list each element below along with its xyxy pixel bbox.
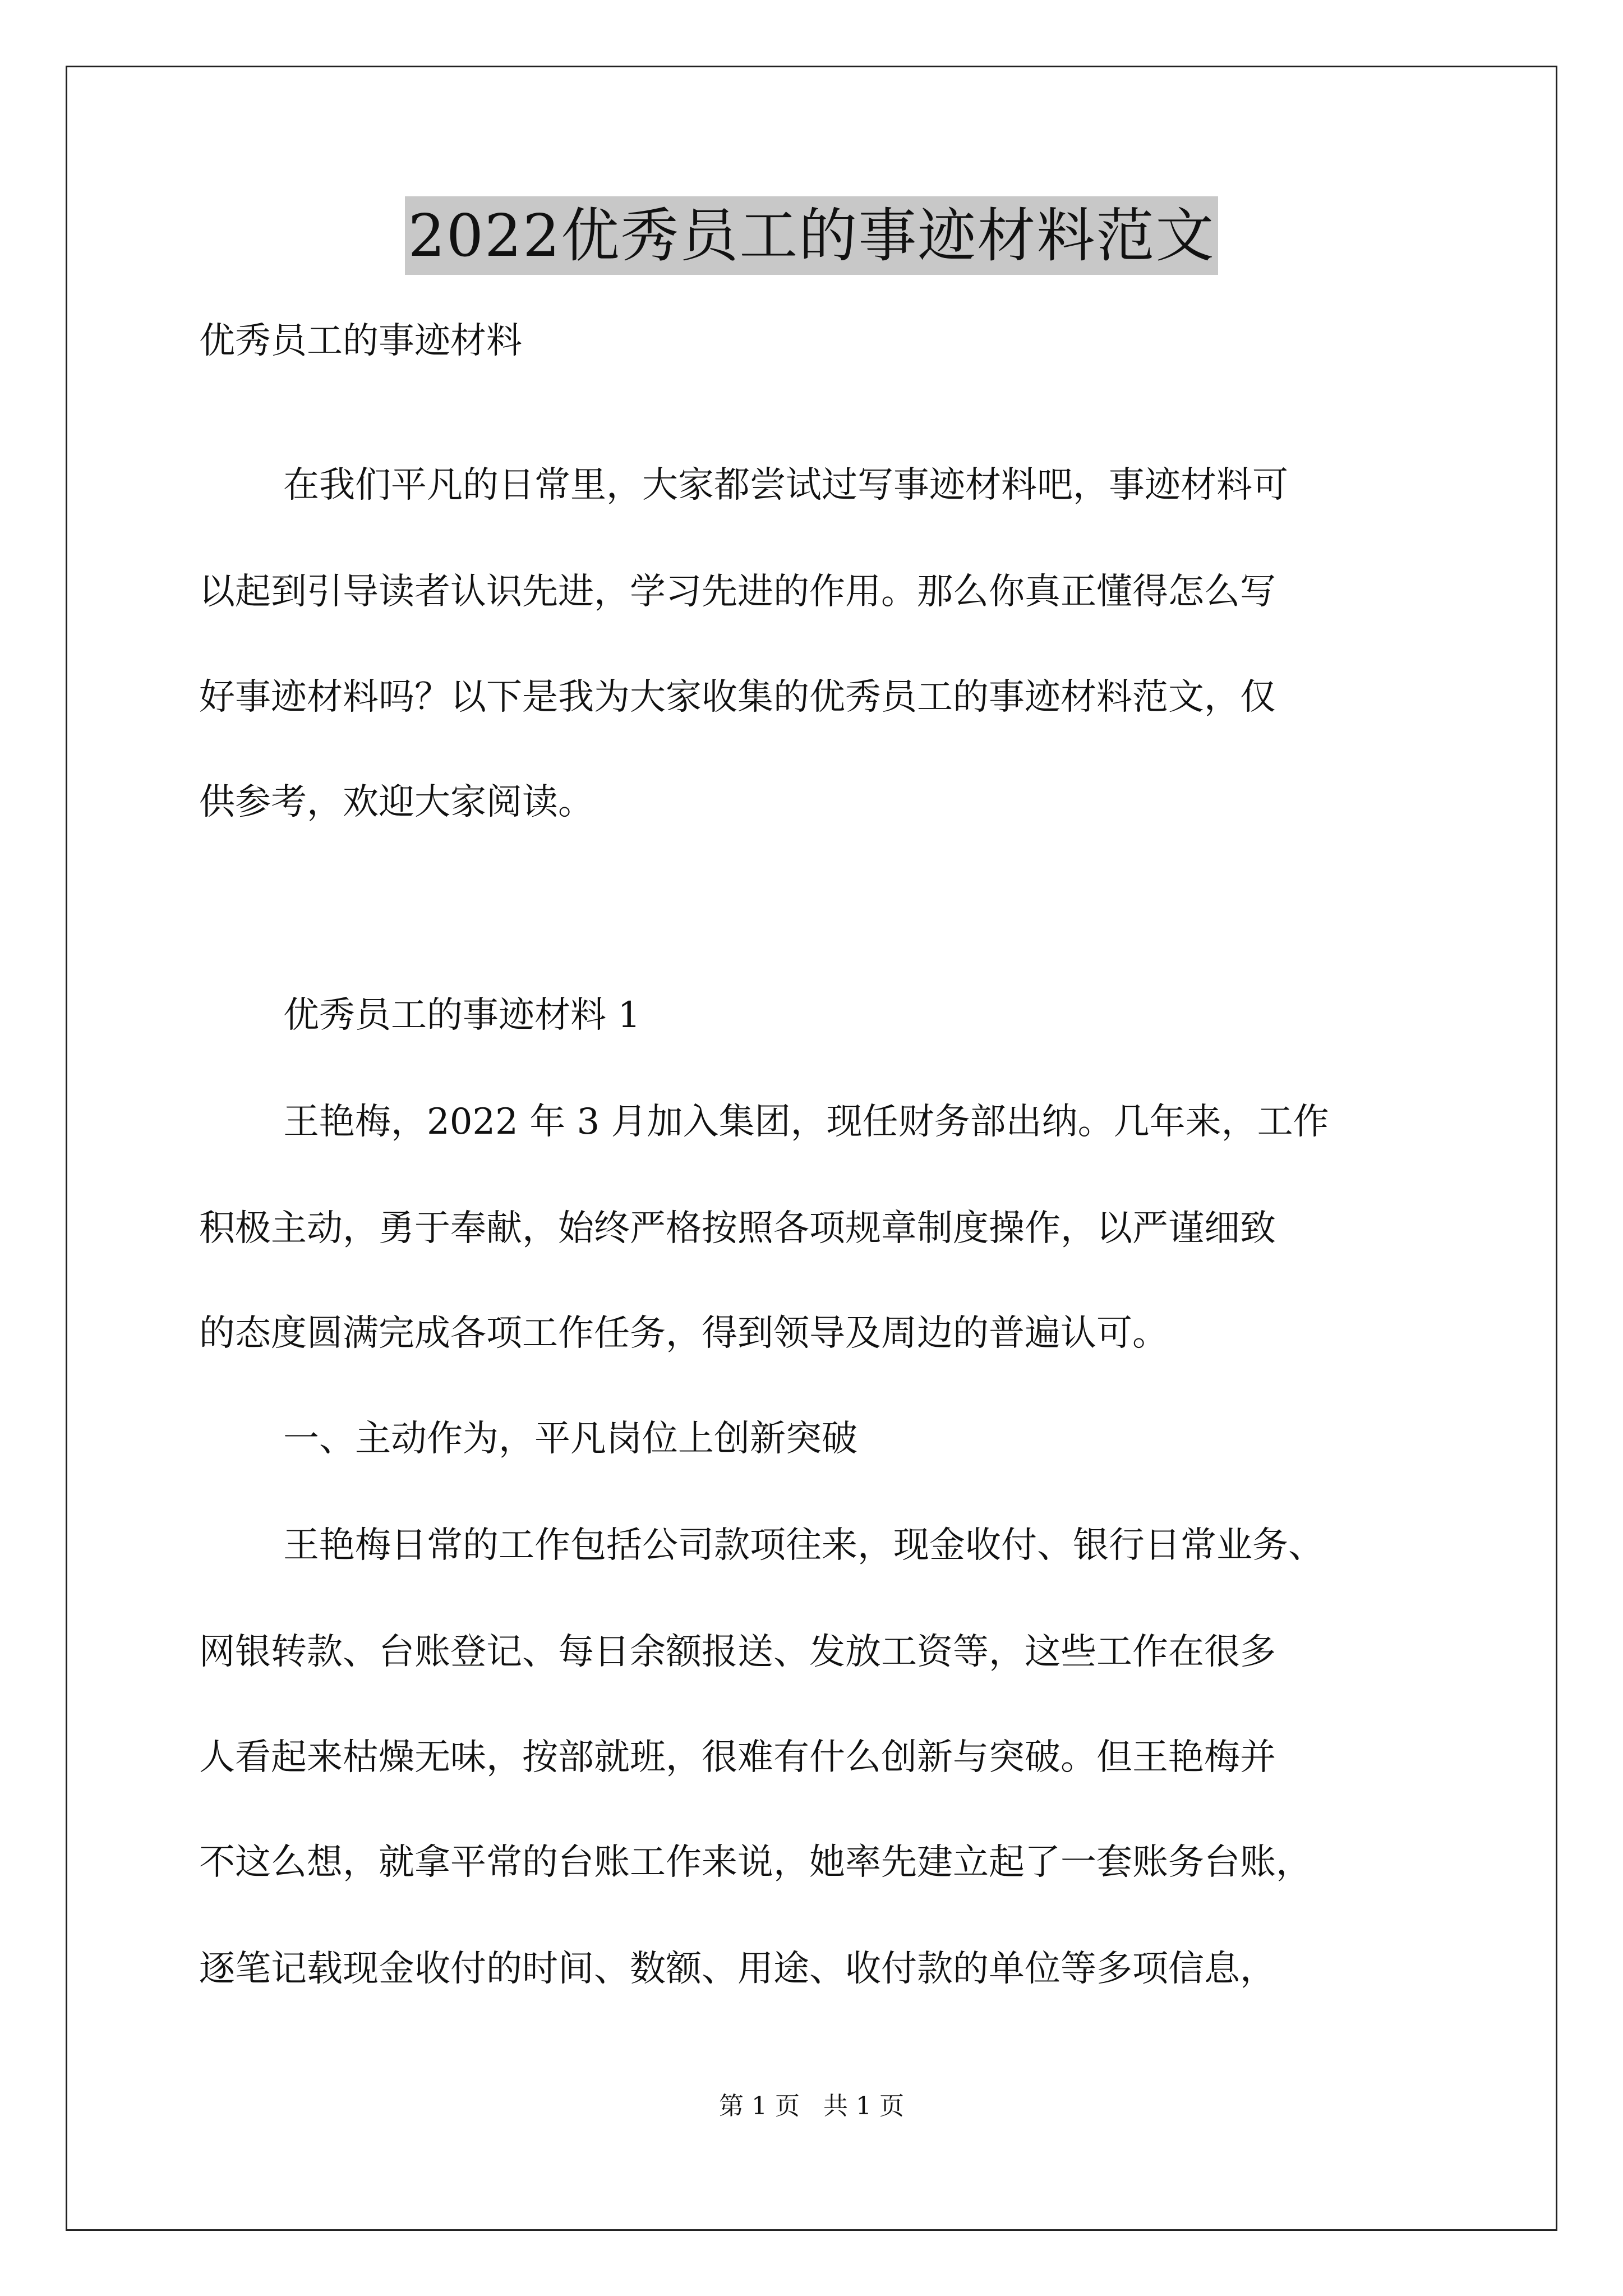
- page-footer: [0, 2090, 1623, 2123]
- page-total: 共 1 页: [823, 2092, 904, 2120]
- intro-line-1: 在我们平凡的日常里，大家都尝试过写事迹材料吧，事迹材料可: [283, 464, 1288, 506]
- subheading: 一、主动作为，平凡岗位上创新突破: [283, 1418, 857, 1460]
- para2-line-4: 不这么想，就拿平常的台账工作来说，她率先建立起了一套账务台账，: [199, 1842, 1312, 1883]
- intro-line-2: 以起到引导读者认识先进，学习先进的作用。那么你真正懂得怎么写: [199, 571, 1276, 613]
- intro-line-3: 好事迹材料吗？以下是我为大家收集的优秀员工的事迹材料范文，仅: [199, 677, 1276, 718]
- para2-line-1: 王艳梅日常的工作包括公司款项往来，现金收付、银行日常业务、: [283, 1525, 1324, 1566]
- para2-line-3: 人看起来枯燥无味，按部就班，很难有什么创新与突破。但王艳梅并: [199, 1737, 1276, 1778]
- document-subtitle: 优秀员工的事迹材料: [199, 320, 522, 362]
- title-container: [0, 196, 1623, 275]
- section-heading: 优秀员工的事迹材料 1: [283, 995, 641, 1036]
- page-border: [66, 66, 1557, 2231]
- para2-line-2: 网银转款、台账登记、每日余额报送、发放工资等，这些工作在很多: [199, 1631, 1276, 1673]
- intro-line-4: 供参考，欢迎大家阅读。: [199, 781, 594, 823]
- page-number: 第 1 页: [719, 2092, 800, 2120]
- para1-line-3: 的态度圆满完成各项工作任务，得到领导及周边的普遍认可。: [199, 1313, 1168, 1354]
- para1-line-1: 王艳梅，2022 年 3 月加入集团，现任财务部出纳。几年来，工作: [283, 1101, 1329, 1143]
- para2-line-5: 逐笔记载现金收付的时间、数额、用途、收付款的单位等多项信息，: [199, 1948, 1276, 1990]
- para1-line-2: 积极主动，勇于奉献，始终严格按照各项规章制度操作，以严谨细致: [199, 1208, 1276, 1249]
- document-title: 2022优秀员工的事迹材料范文: [405, 196, 1219, 275]
